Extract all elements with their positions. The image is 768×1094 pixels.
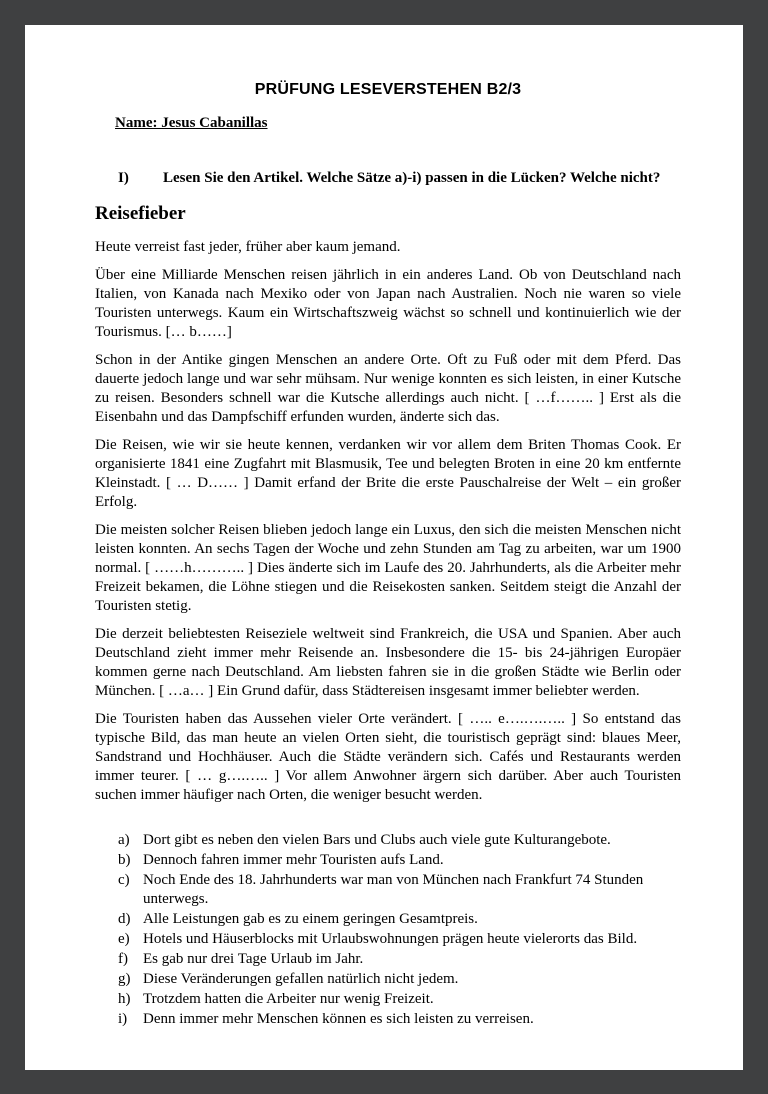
option-marker-f: f) xyxy=(118,951,128,967)
task-text: Lesen Sie den Artikel. Welche Sätze a)-i) passen in die Lücken? Welche nicht? xyxy=(163,170,661,186)
option-marker-i: i) xyxy=(118,1011,128,1027)
option-text-c: Noch Ende des 18. Jahrhunderts war man von München nach Frankfurt 74 Stunden unterwegs. xyxy=(143,872,644,907)
task-instruction xyxy=(95,170,681,187)
student-name-line: Name: Jesus Cabanillas xyxy=(115,115,268,131)
option-item-f xyxy=(95,950,681,969)
option-marker-c: c) xyxy=(118,872,130,888)
option-marker-d: d) xyxy=(118,911,131,927)
document-page xyxy=(25,25,743,1070)
answer-options-list xyxy=(95,831,681,1029)
article-paragraph-2: Über eine Milliarde Menschen reisen jährlich in ein anderes Land. Ob von Deutschland nach Italien, von Kanada nach Mexiko oder von Japan nach Australien. Noch nie waren so viele Touristen unterwegs. Kaum ein Wirtschaftszweig wächst so schnell und kontinuierlich wie der Tourismus. [… b……] xyxy=(95,267,681,340)
option-item-a xyxy=(95,831,681,850)
option-item-e xyxy=(95,930,681,949)
article-paragraph-3: Schon in der Antike gingen Menschen an andere Orte. Oft zu Fuß oder mit dem Pferd. Das dauerte jedoch lange und war sehr mühsam. Nur wenige konnten es sich leisten, in einer Kutsche zu reisen. Besonders schnell war die Kutsche allerdings auch nicht. [ …f…….. ] Erst als die Eisenbahn und das Dampfschiff erfunden wurden, änderte sich das. xyxy=(95,352,681,425)
exam-title: PRÜFUNG LESEVERSTEHEN B2/3 xyxy=(254,81,522,98)
option-marker-a: a) xyxy=(118,832,130,848)
option-marker-g: g) xyxy=(118,971,131,987)
option-marker-h: h) xyxy=(118,991,131,1007)
option-text-b: Dennoch fahren immer mehr Touristen aufs Land. xyxy=(143,852,444,868)
option-text-g: Diese Veränderungen gefallen natürlich nicht jedem. xyxy=(143,971,459,987)
article-heading: Reisefieber xyxy=(95,203,186,224)
option-text-d: Alle Leistungen gab es zu einem geringen Gesamtpreis. xyxy=(143,911,478,927)
article-paragraph-4: Die Reisen, wie wir sie heute kennen, verdanken wir vor allem dem Briten Thomas Cook. Er organisierte 1841 eine Zugfahrt mit Blasmusik, Tee und belegten Broten in eine 20 km entfernte Kleinstadt. [ … D…… ] Damit erfand der Brite die erste Pauschalreise der Welt – ein großer Erfolg. xyxy=(95,437,681,510)
option-item-b xyxy=(95,851,681,870)
article-paragraph-1: Heute verreist fast jeder, früher aber kaum jemand. xyxy=(95,239,401,255)
option-text-i: Denn immer mehr Menschen können es sich leisten zu verreisen. xyxy=(143,1011,534,1027)
option-text-a: Dort gibt es neben den vielen Bars und Clubs auch viele gute Kulturangebote. xyxy=(143,832,611,848)
task-marker: I) xyxy=(118,170,129,186)
article-paragraph-5: Die meisten solcher Reisen blieben jedoch lange ein Luxus, den sich die meisten Menschen nicht leisten konnten. An sechs Tagen der Woche und zehn Stunden am Tag zu arbeiten, war um 1900 normal. [ ……h……….. ] Dies änderte sich im Laufe des 20. Jahrhunderts, als die Arbeiter mehr Freizeit bekamen, die Löhne stiegen und die Reisekosten sanken. Seitdem steigt die Anzahl der Touristen stetig. xyxy=(95,522,681,614)
option-item-c xyxy=(95,871,681,909)
option-text-e: Hotels und Häuserblocks mit Urlaubswohnungen prägen heute vielerorts das Bild. xyxy=(143,931,638,947)
option-marker-b: b) xyxy=(118,852,131,868)
option-item-i xyxy=(95,1010,681,1029)
article-paragraph-7: Die Touristen haben das Aussehen vieler Orte verändert. [ ….. e….….….. ] So entstand das typische Bild, das man heute an vielen Orten sieht, die touristisch geprägt sind: blaues Meer, Sandstrand und Hochhäuser. Auch die Städte verändern sich. Cafés und Restaurants werden immer teurer. [ … g….….. ] Vor allem Anwohner ärgern sich darüber. Aber auch Touristen suchen immer häufiger nach Orten, die weniger besucht werden. xyxy=(95,711,681,803)
option-item-h xyxy=(95,990,681,1009)
option-text-h: Trotzdem hatten die Arbeiter nur wenig Freizeit. xyxy=(143,991,434,1007)
option-item-d xyxy=(95,910,681,929)
option-text-f: Es gab nur drei Tage Urlaub im Jahr. xyxy=(143,951,364,967)
article-paragraph-6: Die derzeit beliebtesten Reiseziele weltweit sind Frankreich, die USA und Spanien. Aber auch Deutschland zieht immer mehr Reisende an. Insbesondere die 15- bis 24-jährigen Europäer kommen gerne nach Deutschland. Am liebsten fahren sie in die großen Städte wie Berlin oder München. [ …a… ] Ein Grund dafür, dass Städtereisen insgesamt immer beliebter werden. xyxy=(95,626,681,699)
option-marker-e: e) xyxy=(118,931,130,947)
option-item-g xyxy=(95,970,681,989)
